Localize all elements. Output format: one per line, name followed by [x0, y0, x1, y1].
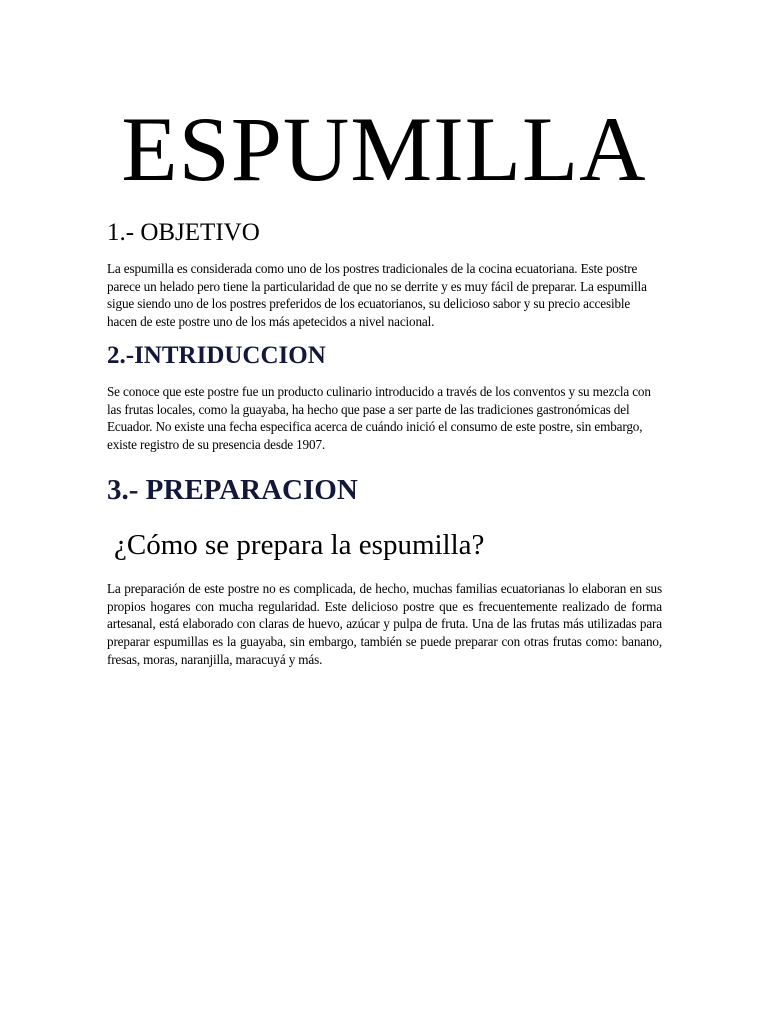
subheading-question: ¿Cómo se prepara la espumilla?: [114, 529, 485, 561]
heading-introduccion: 2.-INTRIDUCCION: [107, 342, 326, 369]
paragraph-objetivo: La espumilla es considerada como uno de los postres tradicionales de la cocina ecuatoriana. Este postre parece un helado pero tiene la particularidad de que no se derrite y es muy fácil de preparar. La espumilla sigue siendo uno de los postres preferidos de los ecuatorianos, su delicioso sabor y su precio accesible hacen de este postre uno de los más apetecidos a nivel nacional.: [107, 261, 647, 330]
heading-preparacion: 3.- PREPARACION: [107, 474, 358, 506]
paragraph-introduccion: Se conoce que este postre fue un producto culinario introducido a través de los conventos y su mezcla con las frutas locales, como la guayaba, ha hecho que pase a ser parte de las tradiciones gastronómicas del Ecuador. No existe una fecha especifica acerca de cuándo inició el consumo de este postre, sin embargo, existe registro de su presencia desde 1907.: [107, 384, 651, 453]
document-title: ESPUMILLA: [121, 98, 647, 200]
paragraph-preparacion: La preparación de este postre no es complicada, de hecho, muchas familias ecuatorianas lo elaboran en sus propios hogares con mucha regularidad. Este delicioso postre que es frecuentemente realizado de forma artesanal, está elaborado con claras de huevo, azúcar y pulpa de fruta. Una de las frutas más utilizadas para preparar espumillas es la guayaba, sin embargo, también se puede preparar con otras frutas como: banano, fresas, moras, naranjilla, maracuyá y más.: [107, 581, 662, 667]
heading-objetivo: 1.- OBJETIVO: [107, 219, 260, 246]
